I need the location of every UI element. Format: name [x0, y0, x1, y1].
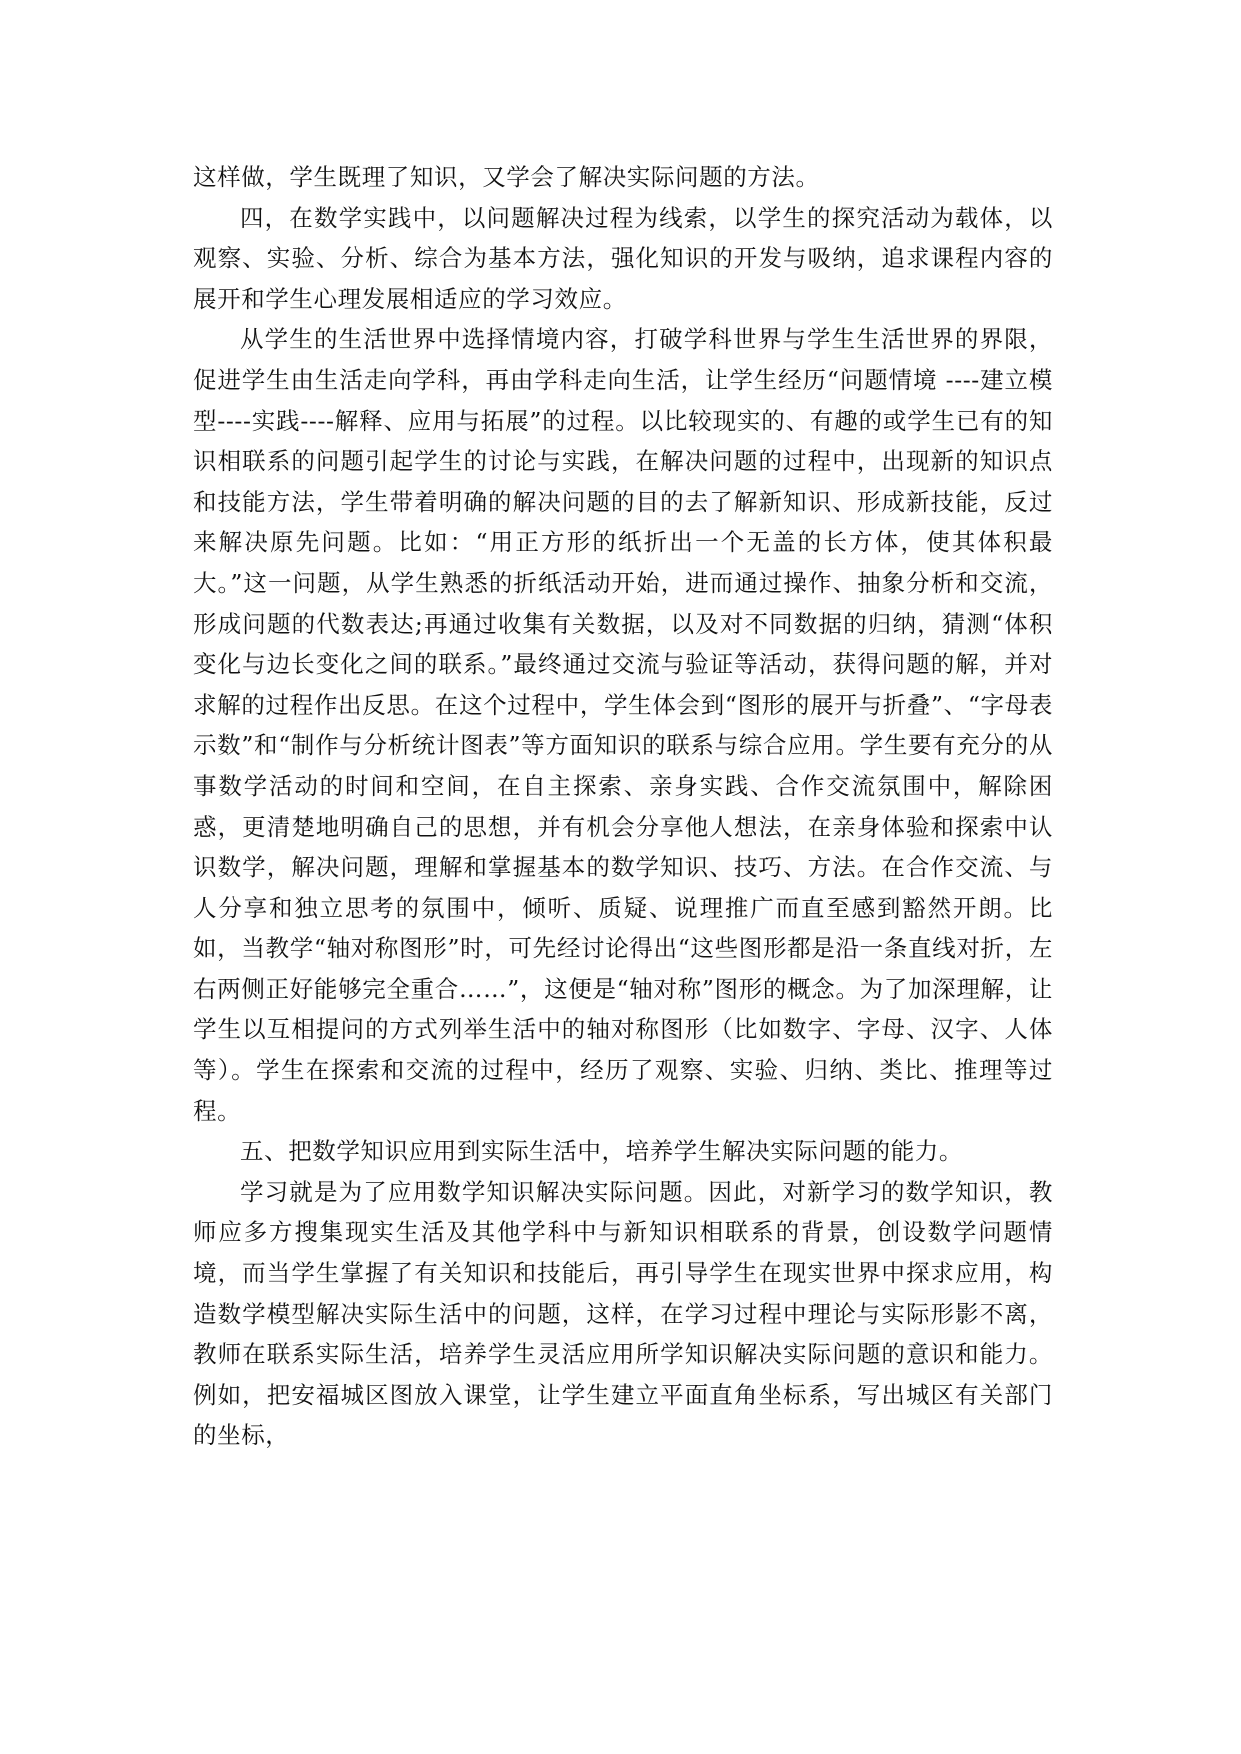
paragraph-situation-learning: 从学生的生活世界中选择情境内容，打破学科世界与学生生活世界的界限，促进学生由生活走向学科，再由学科走向生活，让学生经历“问题情境 ----建立模型----实践----解释、应用与拓展”的过程。以比较现实的、有趣的或学生已有的知识相联系的问题引起学生的讨论与实践，在解决问题的过程中，出现新的知识点和技能方法，学生带着明确的解决问题的目的去了解新知识、形成新技能，反过来解决原先问题。比如：“用正方形的纸折出一个无盖的长方体，使其体积最大。”这一问题，从学生熟悉的折纸活动开始，进而通过操作、抽象分析和交流，形成问题的代数表达;再通过收集有关数据，以及对不同数据的归纳，猜测“体积变化与边长变化之间的联系。”最终通过交流与验证等活动，获得问题的解，并对求解的过程作出反思。在这个过程中，学生体会到“图形的展开与折叠”、“字母表示数”和“制作与分析统计图表”等方面知识的联系与综合应用。学生要有充分的从事数学活动的时间和空间，在自主探索、亲身实践、合作交流氛围中，解除困惑，更清楚地明确自己的思想，并有机会分享他人想法，在亲身体验和探索中认识数学，解决问题，理解和掌握基本的数学知识、技巧、方法。在合作交流、与人分享和独立思考的氛围中，倾听、质疑、说理推广而直至感到豁然开朗。比如，当教学“轴对称图形”时，可先经讨论得出“这些图形都是沿一条直线对折，左右两侧正好能够完全重合……”，这便是“轴对称”图形的概念。为了加深理解，让学生以互相提问的方式列举生活中的轴对称图形（比如数字、字母、汉字、人体等）。学生在探索和交流的过程中，经历了观察、实验、归纳、类比、推理等过程。 [193, 325, 1053, 1125]
paragraph-application: 学习就是为了应用数学知识解决实际问题。因此，对新学习的数学知识，教师应多方搜集现实生活及其他学科中与新知识相联系的背景，创设数学问题情境，而当学生掌握了有关知识和技能后，再引导学生在现实世界中探求应用，构造数学模型解决实际生活中的问题，这样，在学习过程中理论与实际形影不离，教师在联系实际生活，培养学生灵活应用所学知识解决实际问题的意识和能力。例如，把安福城区图放入课堂，让学生建立平面直角坐标系，写出城区有关部门的坐标， [193, 1177, 1053, 1450]
paragraph-section-five: 五、把数学知识应用到实际生活中，培养学生解决实际问题的能力。 [240, 1137, 963, 1166]
paragraph-section-four: 四，在数学实践中，以问题解决过程为线索，以学生的探究活动为载体，以观察、实验、分析、综合为基本方法，强化知识的开发与吸纳，追求课程内容的展开和学生心理发展相适应的学习效应。 [193, 203, 1053, 313]
document-body [193, 157, 1053, 1456]
paragraph-continuation: 这样做，学生既理了知识，又学会了解决实际问题的方法。 [193, 163, 820, 191]
